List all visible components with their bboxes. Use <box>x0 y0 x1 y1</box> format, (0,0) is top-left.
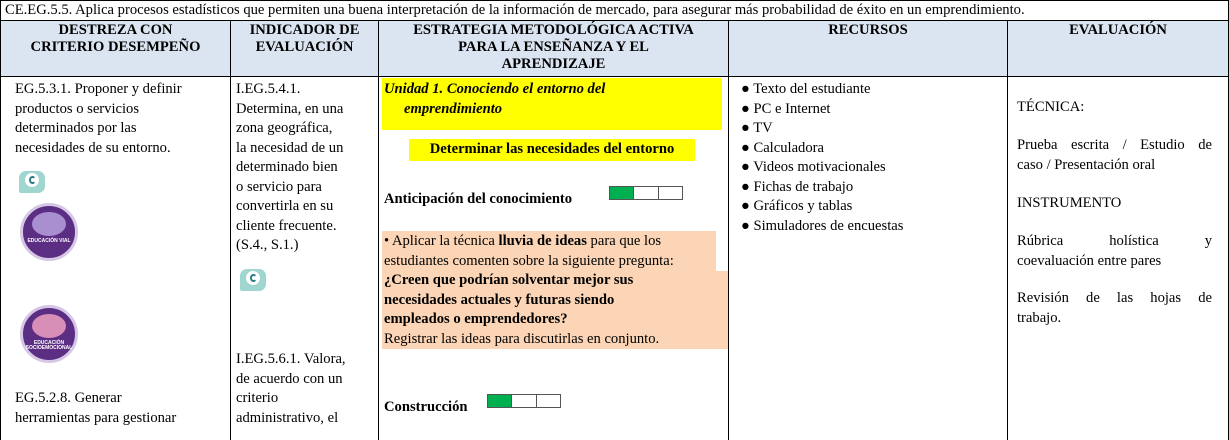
header-destreza <box>1 20 231 77</box>
destreza-first <box>15 80 182 158</box>
header-evaluacion <box>1008 20 1229 77</box>
header-estrategia-line3: APRENDIZAJE <box>501 56 606 72</box>
header-destreza-line1: DESTREZA CON <box>58 22 173 38</box>
road-safety-badge-icon <box>20 203 78 261</box>
header-estrategia <box>379 20 729 77</box>
estrategia-cell <box>379 76 729 440</box>
activity-line2: estudiantes comenten sobre la siguiente pregunta: <box>384 252 674 269</box>
construccion-progress <box>487 394 561 408</box>
recurso-item: ● Fichas de trabajo <box>741 178 854 195</box>
planning-table <box>0 20 1229 440</box>
progress-segment <box>537 395 560 407</box>
indicador-second-line: administrativo, el <box>236 409 339 426</box>
recurso-text: Videos motivacionales <box>753 159 886 175</box>
recurso-item: ● TV <box>741 120 773 136</box>
tecnica-line2: caso / Presentación oral <box>1017 156 1156 173</box>
strategy-subtitle: Determinar las necesidades del entorno <box>429 141 675 157</box>
activity-text <box>384 232 724 349</box>
header-estrategia-line1: ESTRATEGIA METODOLÓGICA ACTIVA <box>413 22 694 38</box>
tecnica-line1: Prueba escrita / Estudio de <box>1017 137 1212 153</box>
indicador-first-line: Determina, en una <box>236 100 344 117</box>
recurso-item: ● Videos motivacionales <box>741 159 886 175</box>
progress-segment <box>634 187 658 199</box>
tecnica-text <box>1017 136 1212 175</box>
question-line1: ¿Creen que podrían solventar mejor sus <box>384 272 634 288</box>
indicador-first-line: determinado bien <box>236 159 338 175</box>
header-destreza-line2: CRITERIO DESEMPEÑO <box>30 39 201 55</box>
header-evaluacion-text: EVALUACIÓN <box>1069 22 1167 38</box>
indicador-first-line: la necesidad de un <box>236 139 344 156</box>
instrumento-line2: coevaluación entre pares <box>1017 252 1162 269</box>
header-recursos-text: RECURSOS <box>828 22 908 38</box>
recurso-text: PC e Internet <box>753 100 831 117</box>
indicador-second-line: I.EG.5.6.1. Valora, <box>236 351 346 367</box>
evaluacion-cell <box>1008 76 1229 440</box>
progress-segment <box>659 187 682 199</box>
unit-title-line2: emprendimiento <box>404 100 503 117</box>
question-line2: necesidades actuales y futuras siendo <box>384 291 615 308</box>
indicador-second <box>236 350 346 428</box>
indicador-first-line: zona geográfica, <box>236 120 333 136</box>
anticipacion-label: Anticipación del conocimiento <box>384 191 573 207</box>
anticipacion-progress <box>609 186 683 200</box>
revision-line2: trabajo. <box>1017 309 1062 326</box>
recurso-text: Gráficos y tablas <box>753 198 853 214</box>
recurso-text: Fichas de trabajo <box>753 178 854 195</box>
indicador-first <box>236 80 343 256</box>
indicador-first-line: (S.4., S.1.) <box>236 237 299 253</box>
destreza-second <box>15 389 176 428</box>
criterion-line: CE.EG.5.5. Aplica procesos estadísticos que permiten una buena interpretación de la información de mercado, para asegurar más probabilidad de éxito en un emprendimiento. <box>0 0 1229 20</box>
tecnica-label: TÉCNICA: <box>1017 99 1085 115</box>
recurso-item: ● Gráficos y tablas <box>741 198 853 214</box>
header-estrategia-line2: PARA LA ENSEÑANZA Y EL <box>458 39 649 55</box>
badge-socio-text: EDUCACIÓN SOCIOEMOCIONAL <box>25 340 73 351</box>
destreza-second-line: herramientas para gestionar <box>15 409 177 426</box>
construccion-label: Construcción <box>384 399 468 415</box>
question-line3: empleados o emprendedores? <box>384 311 568 327</box>
header-indicador <box>231 20 379 77</box>
activity-technique: lluvia de ideas <box>498 233 587 249</box>
recursos-cell <box>729 76 1008 440</box>
header-recursos <box>729 20 1008 77</box>
register-text: Registrar las ideas para discutirlas en conjunto. <box>384 330 660 347</box>
progress-segment-filled <box>488 395 512 407</box>
indicador-first-line: I.EG.5.4.1. <box>236 81 301 97</box>
indicador-cell <box>231 76 379 440</box>
recurso-text: TV <box>753 120 773 136</box>
destreza-first-line: productos o servicios <box>15 100 140 117</box>
activity-suffix: para que los <box>586 233 662 249</box>
socioemotional-badge-icon <box>20 305 78 363</box>
indicador-second-line: de acuerdo con un <box>236 370 343 387</box>
revision-text <box>1017 289 1212 328</box>
recurso-item: ● Texto del estudiante <box>741 81 871 97</box>
indicador-first-line: cliente frecuente. <box>236 217 337 234</box>
recurso-text: Simuladores de encuestas <box>753 217 904 234</box>
badge-vial-text: EDUCACIÓN VIAL <box>27 238 71 244</box>
instrumento-text <box>1017 232 1212 271</box>
recursos-list <box>741 80 903 236</box>
instrumento-label: INSTRUMENTO <box>1017 195 1122 211</box>
indicador-second-line: criterio <box>236 390 279 406</box>
unit-title-line1: Unidad 1. Conociendo el entorno del <box>384 81 606 97</box>
indicador-first-line: o servicio para <box>236 178 322 195</box>
activity-prefix: • Aplicar la técnica <box>384 233 499 249</box>
progress-segment <box>512 395 536 407</box>
chat-c-icon <box>19 171 45 193</box>
recurso-item: ● Calculadora <box>741 139 824 156</box>
recurso-text: Calculadora <box>753 139 824 156</box>
destreza-second-line: EG.5.2.8. Generar <box>15 390 122 406</box>
chat-c-icon <box>240 269 266 291</box>
unit-title <box>384 80 605 119</box>
destreza-first-line: EG.5.3.1. Proponer y definir <box>15 81 182 97</box>
destreza-cell <box>1 76 231 440</box>
indicador-first-line: convertirla en su <box>236 198 334 214</box>
recurso-text: Texto del estudiante <box>753 81 871 97</box>
destreza-first-line: determinados por las <box>15 120 137 136</box>
header-indicador-line2: EVALUACIÓN <box>255 39 354 55</box>
recurso-item: ● PC e Internet <box>741 100 831 117</box>
header-indicador-line1: INDICADOR DE <box>249 22 360 38</box>
instrumento-line1: Rúbrica holística y <box>1017 233 1212 249</box>
revision-line1: Revisión de las hojas de <box>1017 290 1212 306</box>
recurso-item: ● Simuladores de encuestas <box>741 217 904 234</box>
destreza-first-line: necesidades de su entorno. <box>15 139 171 156</box>
progress-segment-filled <box>610 187 634 199</box>
